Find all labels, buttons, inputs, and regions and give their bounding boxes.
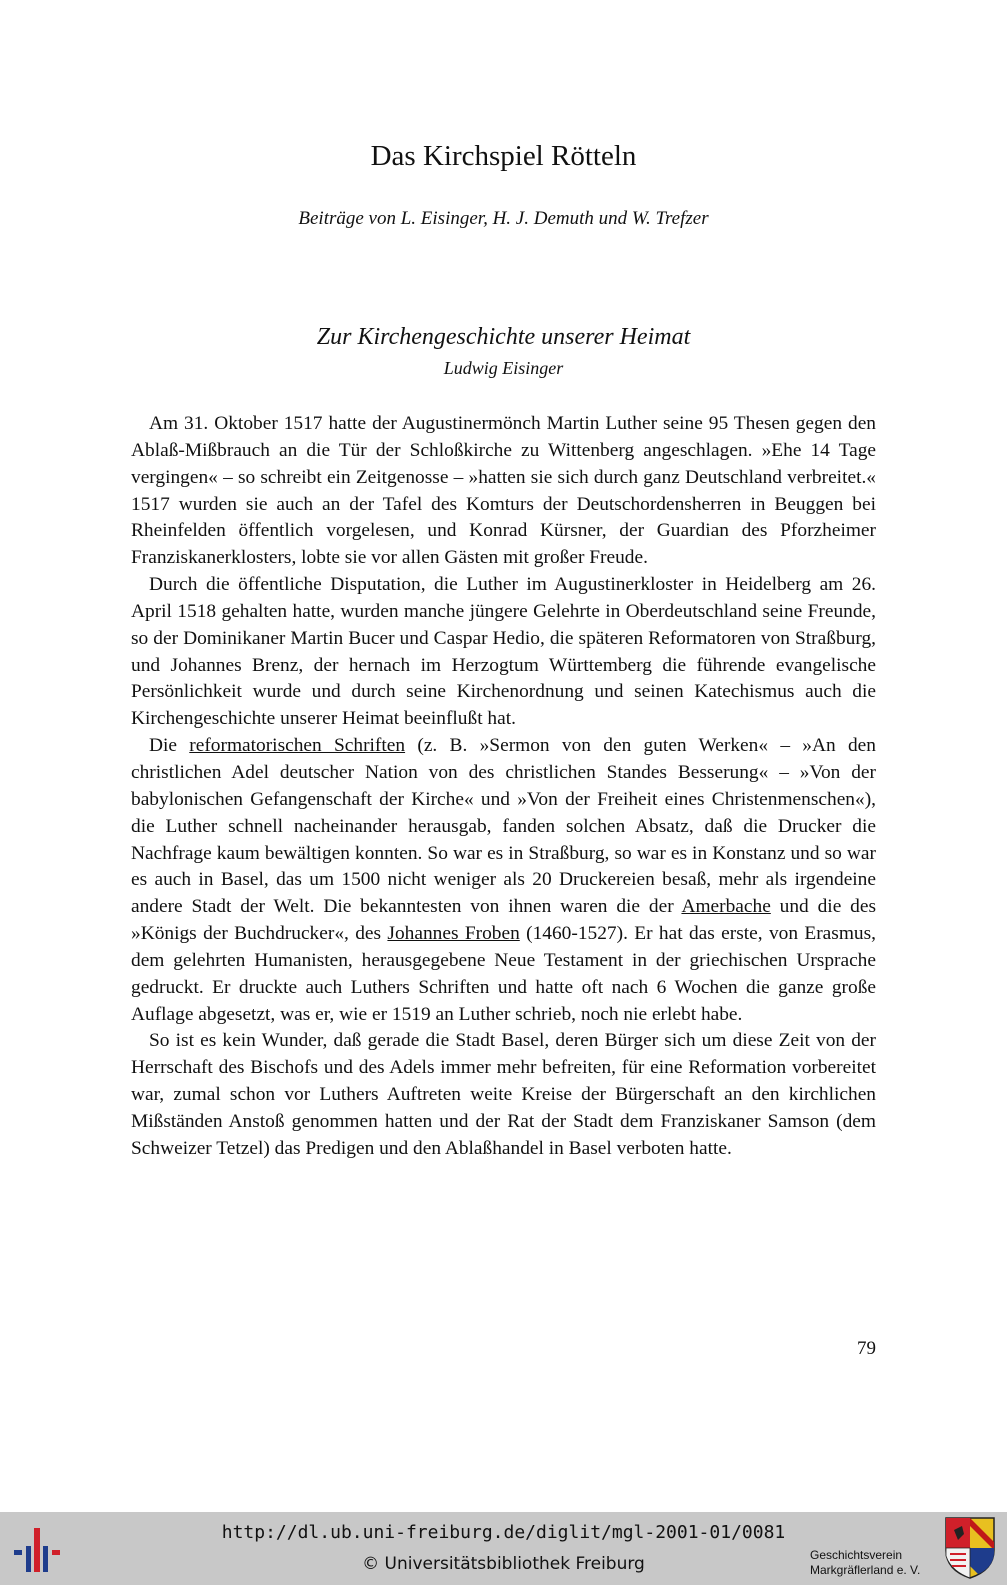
coat-of-arms-icon — [944, 1516, 996, 1580]
society-name-line-2: Markgräflerland e. V. — [810, 1563, 921, 1577]
society-name — [810, 1548, 920, 1578]
link-amerbache[interactable]: Amerbache — [681, 896, 771, 918]
paragraph-1: Am 31. Oktober 1517 hatte der Augustinermönch Martin Luther seine 95 Thesen gegen den Ablaß-Mißbrauch an die Tür der Schloßkirche zu Wittenberg angeschlagen. »Ehe 14 Tage vergingen« – so schreibt ein Zeitgenosse – »hatten sie sich durch ganz Deutschland verbreitet.« 1517 wurden sie auch an der Tafel des Komturs der Deutschordensherren in Beuggen bei Rheinfelden öffentlich vorgelesen, und Konrad Kürsner, der Guardian des Pforzheimer Franziskanerklosters, lobte sie vor allen Gästen mit großer Freude. — [131, 413, 876, 569]
paragraph-2: Durch die öffentliche Disputation, die Luther im Augustinerkloster in Heidelberg am 26. April 1518 gehalten hatte, wurden manche jüngere Gelehrte in Oberdeutschland seine Freunde, so der Dominikaner Martin Bucer und Caspar Hedio, die späteren Reformatoren von Straßburg, und Johannes Brenz, der hernach im Herzogtum Württemberg die führende evangelische Persönlichkeit wurde und durch seine Kirchenordnung und seinen Katechismus auch die Kirchengeschichte unserer Heimat beeinflußt hat. — [131, 574, 876, 730]
footer-copyright: © Universitätsbibliothek Freiburg — [362, 1554, 645, 1574]
section-title: Zur Kirchengeschichte unserer Heimat — [316, 324, 691, 350]
contributors-line: Beiträge von L. Eisinger, H. J. Demuth und W. Trefzer — [298, 208, 709, 229]
society-name-line-1: Geschichtsverein — [810, 1548, 903, 1562]
link-reformatorische-schriften[interactable]: reformatorischen Schriften — [189, 735, 406, 757]
page-number: 79 — [857, 1338, 876, 1359]
paragraph-3-text: Die — [149, 735, 190, 757]
paragraph-3 — [131, 733, 876, 1028]
paragraph-3-text: (1460-1527). Er hat das erste, von Erasmus, dem gelehrten Humanisten, herausgegebene Neue Testament in der griechischen Ursprache gedruckt. Er druckte auch Luthers Schriften und hatte oft nach 6 Wochen die ganze große Auflage abgesetzt, was er, wie er 1519 an Luther schrieb, noch nie erlebt habe. — [131, 923, 876, 1025]
footer-url-link[interactable]: http://dl.ub.uni-freiburg.de/diglit/mgl-2001-01/0081 — [221, 1522, 786, 1543]
paragraph-3-text: (z. B. »Sermon von den guten Werken« – »An den christlichen Adel deutscher Nation von des christlichen Standes Besserung« – »Von der babylonischen Gefangenschaft der Kirche« und »Von der Freiheit eines Christenmenschen«), die Luther schnell nacheinander herausgab, fanden solchen Absatz, daß die Drucker die Nachfrage kaum bewältigen konnten. So war es in Straßburg, so war es in Konstanz und so war es auch in Basel, das um 1500 nicht weniger als 20 Druckereien besaß, mehr als irgendeine andere Stadt der Welt. Die bekanntesten von ihnen waren die der — [131, 735, 876, 918]
footer-bar — [0, 1512, 1007, 1585]
body-text — [131, 411, 876, 1163]
link-johannes-froben[interactable]: Johannes Froben — [387, 923, 520, 945]
paragraph-3-text: und die des »Königs der Buchdrucker«, des — [131, 896, 876, 945]
document-title: Das Kirchspiel Rötteln — [370, 140, 637, 172]
paragraph-4: So ist es kein Wunder, daß gerade die Stadt Basel, deren Bürger sich um diese Zeit von der Herrschaft des Bischofs und des Adels immer mehr befreiten, für eine Reformation vorbereitet war, zumal schon vor Luthers Auftreten weite Kreise der Bürgerschaft an den kirchlichen Mißständen Anstoß genommen hatten und der Rat der Stadt dem Franziskaner Samson (dem Schweizer Tetzel) das Predigen und den Ablaßhandel in Basel verboten hatte. — [131, 1030, 876, 1159]
section-author: Ludwig Eisinger — [443, 358, 564, 378]
